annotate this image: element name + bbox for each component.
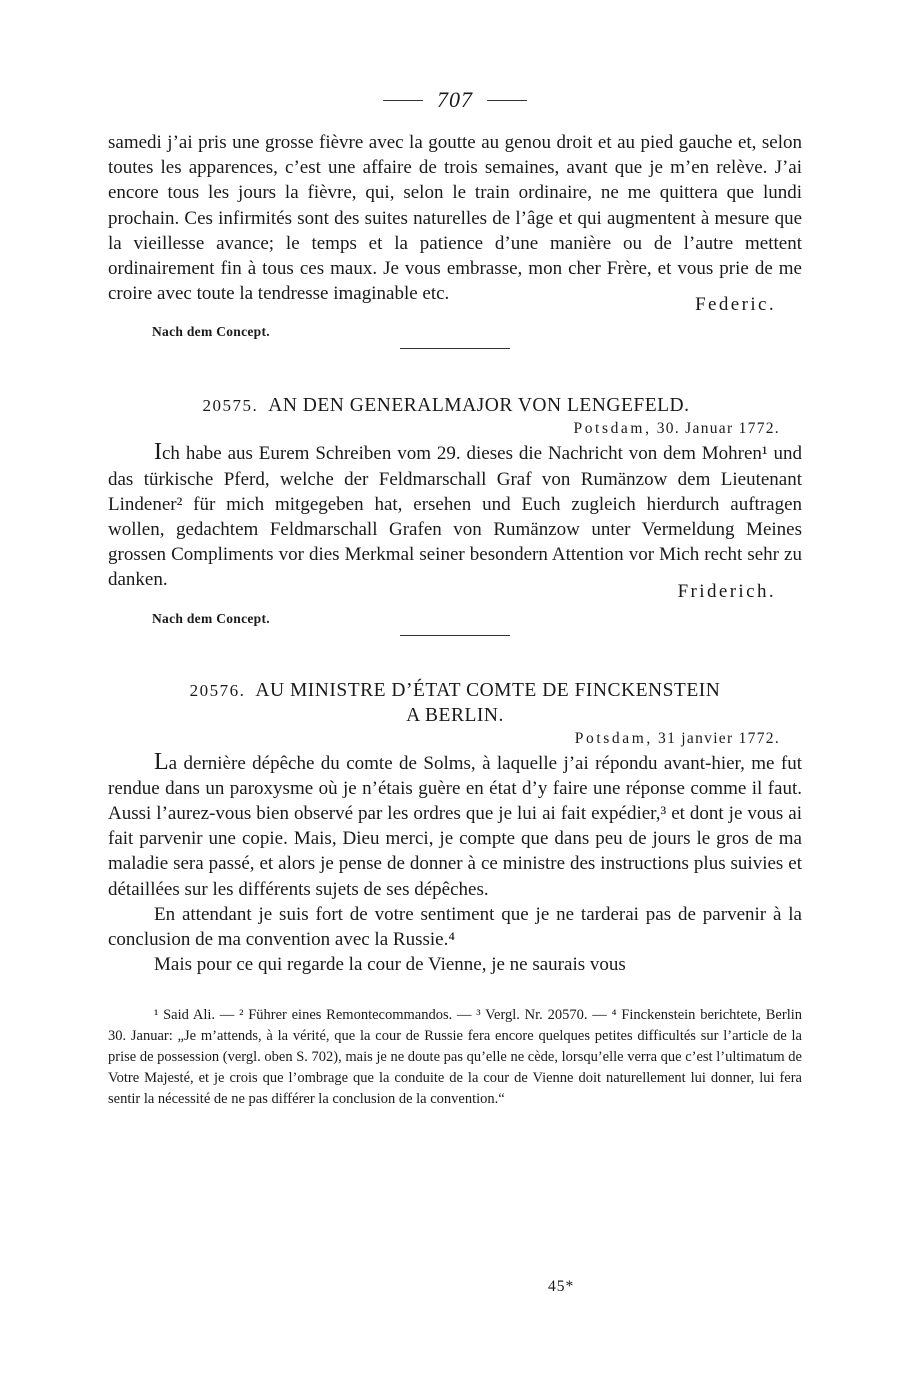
letter-20575-signature-row	[108, 580, 802, 621]
dateline-place: Potsdam,	[574, 729, 653, 747]
letter-body-20575	[108, 440, 802, 592]
section-divider	[400, 635, 510, 636]
previous-letter-signature-row	[108, 294, 802, 334]
previous-letter-text: samedi j’ai pris une grosse fièvre avec la goutte au genou droit et au pied gauche et, selon toutes les apparences, c’est une affaire de trois semaines, avant que je m’en relève. J’ai encore tous les jours la fièvre, qui, selon le train ordinaire, ne me quittera que lundi prochain. Ces infirmités sont des suites naturelles de l’âge et qui augmentent à mesure que la vieillesse avance; le temps et la patience d’une manière ou de l’autre mettent ordinairement fin à tous ces maux. Je vous embrasse, mon cher Frère, et vous prie de me croire avec toute la tendresse imaginable etc.	[108, 132, 802, 305]
letter-paragraph-1: La dernière dépêche du comte de Solms, à laquelle j’ai répondu avant-hier, me fut rendue dans un paroxysme où je n’étais guère en état d’y faire une réponse comme il faut. Aussi l’aurez-vous bien observé par les ordres que je lui ai fait expédier,³ et dont je vous ai fait parvenir une copie. Mais, Dieu merci, je compte que dans peu de jours le gros de ma maladie sera passé, et alors je pense de donner à ce ministre des instructions plus suivies et détaillées sur les différents sujets de ses dépêches.	[108, 748, 802, 900]
dateline-date: 31 janvier 1772.	[658, 729, 780, 747]
footnote-text: ¹ Said Ali. — ² Führer eines Remontecommandos. — ³ Vergl. Nr. 20570. — ⁴ Finckenstein berichtete, Berlin 30. Januar: „Je m’attends, à la vérité, que la cour de Russie fera encore quelques petites difficultés sur l’article de la prise de possession (vergl. oben S. 702), mais je ne doute pas qu’elle ne cède, lorsqu’elle verra que c’est l’ultimatum de Votre Majesté, et je crois que l’ombrage que la conduite de la cour de Vienne doit naturellement lui donner, lui fera sentir la nécessité de ne pas différer la conclusion de la convention.“	[108, 1007, 802, 1107]
letter-paragraph-2: En attendant je suis fort de votre sentiment que je ne tarderai pas de parvenir à la conclusion de ma convention avec la Russie.⁴	[108, 903, 802, 951]
letter-title: AN DEN GENERALMAJOR VON LENGEFELD.	[268, 395, 690, 417]
signature-federic: Federic.	[695, 294, 776, 316]
letter-number: 20575.	[202, 396, 259, 416]
letter-number: 20576.	[189, 680, 246, 700]
letter-paragraph-3: Mais pour ce qui regarde la cour de Vienne, je ne saurais vous	[154, 954, 626, 976]
source-note: Nach dem Concept.	[152, 610, 270, 626]
dateline-date: 30. Januar 1772.	[656, 420, 780, 438]
book-page	[108, 82, 802, 1109]
section-divider	[400, 348, 510, 349]
source-note: Nach dem Concept.	[152, 324, 270, 340]
letter-heading-20576	[108, 678, 802, 728]
page-number: 707	[437, 87, 473, 112]
letter-heading-line-1	[108, 678, 802, 703]
letter-body-text: Ich habe aus Eurem Schreiben vom 29. dieses die Nachricht von dem Mohren¹ und das türkische Pferd, welche der Feldmarschall Graf von Rumänzow dem Lieutenant Lindener² für mich mitgegeben hat, ersehen und Euch zugleich hierdurch auftragen wollen, gedachtem Feldmarschall Grafen von Rumänzow unter Vermeldung Meines grossen Compliments vor dies Merkmal seiner besondern Attention vor Mich recht sehr zu danken.	[108, 439, 802, 591]
footnotes	[108, 1005, 802, 1109]
letter-title-line-1: AU MINISTRE D’ÉTAT COMTE DE FINCKENSTEIN	[255, 679, 721, 701]
signature-friderich: Friderich.	[677, 580, 776, 602]
dateline-20575	[108, 418, 780, 440]
letter-body-20576	[108, 750, 802, 978]
dateline-20576	[108, 728, 780, 750]
letter-title-line-2: A BERLIN.	[406, 704, 504, 726]
dateline-place: Potsdam,	[573, 420, 652, 438]
sheet-signature: 45*	[548, 1278, 575, 1295]
previous-letter-end	[108, 130, 802, 306]
letter-heading-20575	[108, 393, 802, 418]
header-rule-left	[383, 100, 423, 101]
running-header	[108, 82, 802, 118]
header-rule-right	[487, 100, 527, 101]
